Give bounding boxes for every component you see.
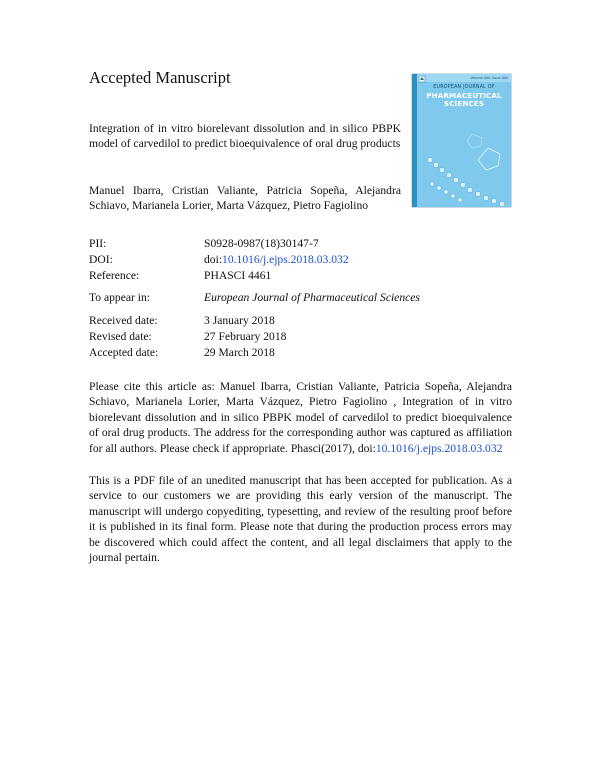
- meta-row-accepted: [89, 345, 429, 361]
- cover-issue-line: Volume 000, Issue 000: [470, 76, 508, 80]
- journal-cover-image: [412, 74, 511, 207]
- reference-value: PHASCI 4461: [204, 269, 272, 282]
- cover-title-line1: PHARMACEUTICAL: [426, 91, 502, 100]
- doi-link[interactable]: 10.1016/j.ejps.2018.03.032: [222, 253, 349, 266]
- cover-brand-text: EUROPEAN JOURNAL OF: [433, 85, 495, 90]
- cover-title-line2: SCIENCES: [443, 99, 485, 108]
- received-value: 3 January 2018: [204, 314, 275, 327]
- doi-prefix: doi:: [204, 253, 223, 266]
- journal-name: European Journal of Pharmaceutical Sciences: [204, 291, 420, 304]
- author-list: Manuel Ibarra, Cristian Valiante, Patricia Sopeña, Alejandra Schiavo, Marianela Lorier, Marta Vázquez, Pietro Fagiolino: [89, 184, 401, 213]
- doi-label: DOI:: [89, 253, 113, 266]
- meta-row-pii: [89, 236, 429, 252]
- meta-row-appear-in: [89, 290, 429, 306]
- revised-value: 27 February 2018: [204, 330, 287, 343]
- accepted-label: Accepted date:: [89, 346, 159, 359]
- article-title: Integration of in vitro biorelevant dissolution and in silico PBPK model of carvedilol to predict bioequivalence of oral drug products: [89, 122, 401, 151]
- received-label: Received date:: [89, 314, 158, 327]
- meta-row-revised: [89, 329, 429, 345]
- pii-value: S0928-0987(18)30147-7: [204, 237, 319, 250]
- citation-text: Please cite this article as: Manuel Ibarra, Cristian Valiante, Patricia Sopeña, Alejandra Schiavo, Marianela Lorier, Marta Vázquez, Pietro Fagiolino , Integration of in vitro biorelevant dissolution and in silico PBPK model of carvedilol to predict bioequivalence of oral drug products. The address for the corresponding author was captured as affiliation for all authors. Please check if appropriate. Phasci(2017), doi:: [89, 380, 512, 455]
- accepted-value: 29 March 2018: [204, 346, 275, 359]
- pii-label: PII:: [89, 237, 107, 250]
- revised-label: Revised date:: [89, 330, 152, 343]
- appear-in-label: To appear in:: [89, 291, 150, 304]
- meta-row-reference: [89, 268, 429, 284]
- meta-row-doi: [89, 252, 429, 268]
- citation-paragraph: [89, 379, 512, 456]
- disclaimer-paragraph: This is a PDF file of an unedited manuscript that has been accepted for publication. As a service to our customers we are providing this early version of the manuscript. The manuscript will undergo copyediting, typesetting, and review of the resulting proof before it is published in its final form. Please note that during the production process errors may be discovered which could affect the content, and all legal disclaimers that apply to the journal pertain.: [89, 474, 512, 565]
- reference-label: Reference:: [89, 269, 140, 282]
- cover-title: [420, 92, 508, 108]
- doi-value: [204, 252, 349, 268]
- page-heading: Accepted Manuscript: [89, 68, 231, 87]
- meta-row-received: [89, 313, 429, 329]
- citation-doi-link[interactable]: 10.1016/j.ejps.2018.03.032: [375, 441, 503, 455]
